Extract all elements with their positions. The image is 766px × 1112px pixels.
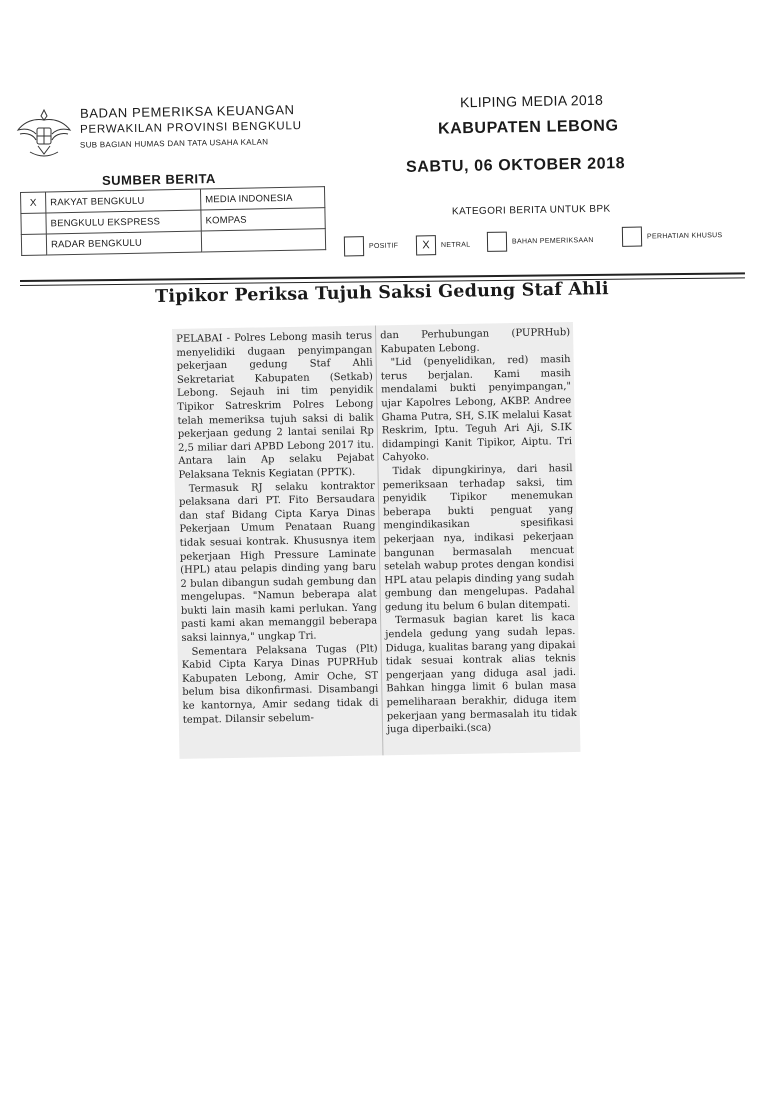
category-checkbox <box>487 232 507 252</box>
source-name: KOMPAS <box>201 208 325 231</box>
category-bahan-pemeriksaan <box>487 230 594 252</box>
article-column-left <box>176 330 379 728</box>
article-paragraph: Termasuk RJ selaku kontraktor pelaksana dari PT. Fito Bersaudara dan staf Bidang Cipta Karya Dinas Pekerjaan Umum Penataan Ruang tidak sesuai kontrak. Khususnya item pekerjaan High Pressure Laminate (HPL) atau pelapis dinding yang baru 2 bulan dibangun sudah gembung dan mengelupas. "Namun beberapa alat bukti lain masih kami perlukan. Yang pasti kami akan memanggil beberapa saksi lainnya," ungkap Tri. <box>178 480 378 644</box>
source-mark <box>21 213 46 234</box>
category-label: NETRAL <box>440 241 471 249</box>
article-headline: Tipikor Periksa Tujuh Saksi Gedung Staf Ahli <box>155 279 609 307</box>
source-name <box>201 229 325 252</box>
source-name: RADAR BENGKULU <box>46 231 201 255</box>
article-paragraph: PELABAI - Polres Lebong masih terus menyelidiki dugaan penyimpangan pekerjaan gedung Staf Ahli Sekretariat Kabupaten (Setkab) Lebong. Sejauh ini tim penyidik Tipikor Satreskrim Polres Lebong telah memeriksa tujuh saksi di balik pekerjaan gedung 2 lantai senilai Rp 2,5 miliar dari APBD Lebong 2017 itu. Antara lain Ap selaku Pejabat Pelaksana Teknis Kegiatan (PPTK). <box>176 330 375 481</box>
source-row <box>21 229 325 256</box>
kliping-title: KLIPING MEDIA 2018 <box>459 91 604 111</box>
sources-table <box>20 186 326 256</box>
article-paragraph: Termasuk bagian karet lis kaca jendela gedung yang sudah lepas. Diduga, kualitas barang yang dipakai tidak sesuai kontrak alias teknis pengerjaan yang diduga asal jadi. Bahkan hingga limit 6 bulan masa pemeliharaan berakhir, diduga item pekerjaan yang bermasalah itu tidak juga diperbaiki.(sca) <box>385 612 577 736</box>
category-perhatian-khusus <box>622 225 723 247</box>
source-name: MEDIA INDONESIA <box>200 187 324 210</box>
publication-date: SABTU, 06 OKTOBER 2018 <box>405 155 626 176</box>
org-name: BADAN PEMERIKSA KEUANGAN <box>79 102 295 121</box>
category-netral <box>416 235 471 256</box>
kabupaten-title: KABUPATEN LEBONG <box>437 117 619 138</box>
category-checkbox <box>344 236 364 256</box>
article-column-right <box>380 326 577 737</box>
source-mark <box>21 234 46 255</box>
article-paragraph: "Lid (penyelidikan, red) masih terus berjalan. Kami masih mendalami bukti penyimpangan," ujar Kapolres Lebong, AKBP. Andree Ghama Putra, SH, S.IK melalui Kasat Reskrim, Iptu. Teguh Ari Aji, S.IK didampingi Kanit Tipikor, Aiptu. Tri Cahyoko. <box>380 354 573 464</box>
article-clipping <box>172 322 580 759</box>
sources-title: SUMBER BERITA <box>101 171 216 188</box>
article-paragraph: Tidak dipungkirinya, dari hasil pemeriksaan terhadap saksi, tim penyidik Tipikor menemukan beberapa bukti penguat yang mengindikasikan spesifikasi pekerjaan nya, indikasi pekerjaan bangunan bermasalah mencuat setelah wabup protes dengan kondisi HPL atau pelapis dinding yang sudah gembung dan mengelupas. Padahal gedung itu belum 6 bulan ditempati. <box>382 462 575 614</box>
org-branch: PERWAKILAN PROVINSI BENGKULU <box>79 120 302 136</box>
category-label: BAHAN PEMERIKSAAN <box>511 236 594 245</box>
category-title: KATEGORI BERITA UNTUK BPK <box>451 203 611 218</box>
category-checkbox <box>622 227 642 247</box>
source-name: RAKYAT BENGKULU <box>46 189 201 213</box>
article-paragraph: Sementara Pelaksana Tugas (Plt) Kabid Cipta Karya Dinas PUPRHub Kabupaten Lebong, Amir Oche, ST belum bisa dikonfirmasi. Disambangi ke kantornya, Amir sedang tidak di tempat. Dilansir sebelum- <box>181 643 379 726</box>
category-label: POSITIF <box>368 242 399 250</box>
source-name: BENGKULU EKSPRESS <box>46 210 201 234</box>
category-checkbox: X <box>416 235 436 255</box>
garuda-emblem-icon <box>14 104 74 162</box>
category-positif <box>344 236 399 257</box>
category-label: PERHATIAN KHUSUS <box>646 231 723 240</box>
org-division: SUB BAGIAN HUMAS DAN TATA USAHA KALAN <box>79 137 269 150</box>
source-mark: X <box>21 192 46 213</box>
article-paragraph: dan Perhubungan (PUPRHub) Kabupaten Lebong. <box>380 327 571 355</box>
